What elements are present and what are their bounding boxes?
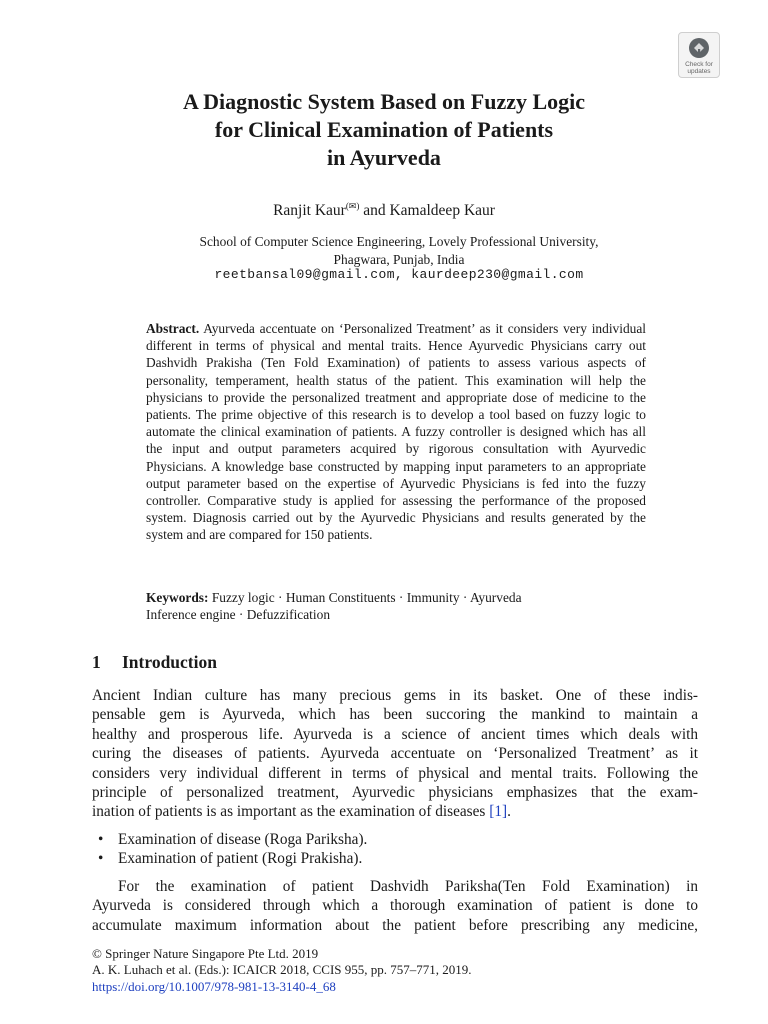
title-line: A Diagnostic System Based on Fuzzy Logic [182,89,586,114]
text-line: accumulate maximum information about the patient before prescribing any medicine, [92,916,698,934]
authors [90,201,678,220]
envelope-icon: (✉) [345,201,360,211]
intro-paragraph-1 [92,686,698,822]
author-name: Ranjit Kaur [273,202,346,219]
text-line: pensable gem is Ayurveda, which has been succoring the mankind to maintain a [92,706,698,724]
bullet-icon: • [98,831,104,848]
title-line: in Ayurveda [327,145,441,170]
title-line: for Clinical Examination of Patients [214,117,554,142]
list-item: • Examination of disease (Roga Pariksha). [92,830,367,849]
check-for-updates-badge[interactable] [678,32,720,78]
text-line: principle of personalized treatment, Ayurvedic physicians emphasizes that the exam- [92,784,698,802]
section-title: Introduction [122,652,217,672]
text-line: Ancient Indian culture has many precious gems in its basket. One of these indis- [92,687,698,704]
keywords: Keywords: Fuzzy logic · Human Constituents · Immunity · Ayurveda Inference engine · Defuzzification [146,590,522,623]
abstract-label: Abstract. [146,321,200,336]
keywords-label: Keywords: [146,590,209,605]
text-line: healthy and prosperous life. Ayurveda is a science of ancient times which deals with [92,725,698,743]
copyright: © Springer Nature Singapore Pte Ltd. 2019 [92,946,319,961]
bullet-list [92,830,367,869]
affiliation: School of Computer Science Engineering, Lovely Professional University, Phagwara, Punjab, India [199,234,599,267]
list-item: • Examination of patient (Rogi Prakisha). [92,849,367,868]
text-line: considers very individual different in terms of physical and mental traits. Following the [92,764,698,782]
author-emails: reetbansal09@gmail.com, kaurdeep230@gmail.com [214,267,584,282]
citation-info: A. K. Luhach et al. (Eds.): ICAICR 2018, CCIS 955, pp. 757–771, 2019. [92,962,472,978]
section-number: 1 [92,652,101,672]
footer [92,946,472,995]
doi-link[interactable]: https://doi.org/10.1007/978-981-13-3140-4_68 [92,978,336,994]
section-heading [92,652,217,673]
text-line: curing the diseases of patients. Ayurveda accentuate on ‘Personalized Treatment’ as it [92,745,698,763]
text-line: For the examination of patient Dashvidh Pariksha(Ten Fold Examination) in [118,878,698,895]
badge-label: Check for updates [685,61,713,75]
intro-paragraph-2 [92,877,698,935]
paper-title [90,88,678,172]
author-name: and Kamaldeep Kaur [363,202,495,219]
text-line: Ayurveda is considered through which a thorough examination of patient is done to [92,897,698,915]
crossmark-icon [688,37,710,59]
citation-link[interactable]: [1] [489,803,508,821]
text-line: ination of patients is as important as the examination of diseases [1]. [92,803,511,821]
abstract [146,320,646,544]
abstract-text: Ayurveda accentuate on ‘Personalized Treatment’ as it considers very individual different in terms of physical and mental traits. Hence Ayurvedic Physicians carry out Dashvidh Prakisha (Ten Fold Examination) of patients to assess various aspects of personality, temperament, health status of the patient. This examination will help the physicians to provide the personalized treatment and appropriate dose of medicine to the patients. The prime objective of this research is to develop a tool based on fuzzy logic to automate the clinical examination of patients. A fuzzy controller is designed which has all the input and output parameters acquired by rigorous consultation with Ayurvedic Physicians. A knowledge base constructed by mapping input parameters to an appropriate output parameter based on the expertise of Ayurvedic Physicians is fed into the fuzzy controller. Comparative study is applied for assessing the performance of the proposed system. Diagnosis carried out by the Ayurvedic Physicians and results generated by the system and are compared for 150 patients. [146,321,647,543]
bullet-icon: • [98,850,104,868]
